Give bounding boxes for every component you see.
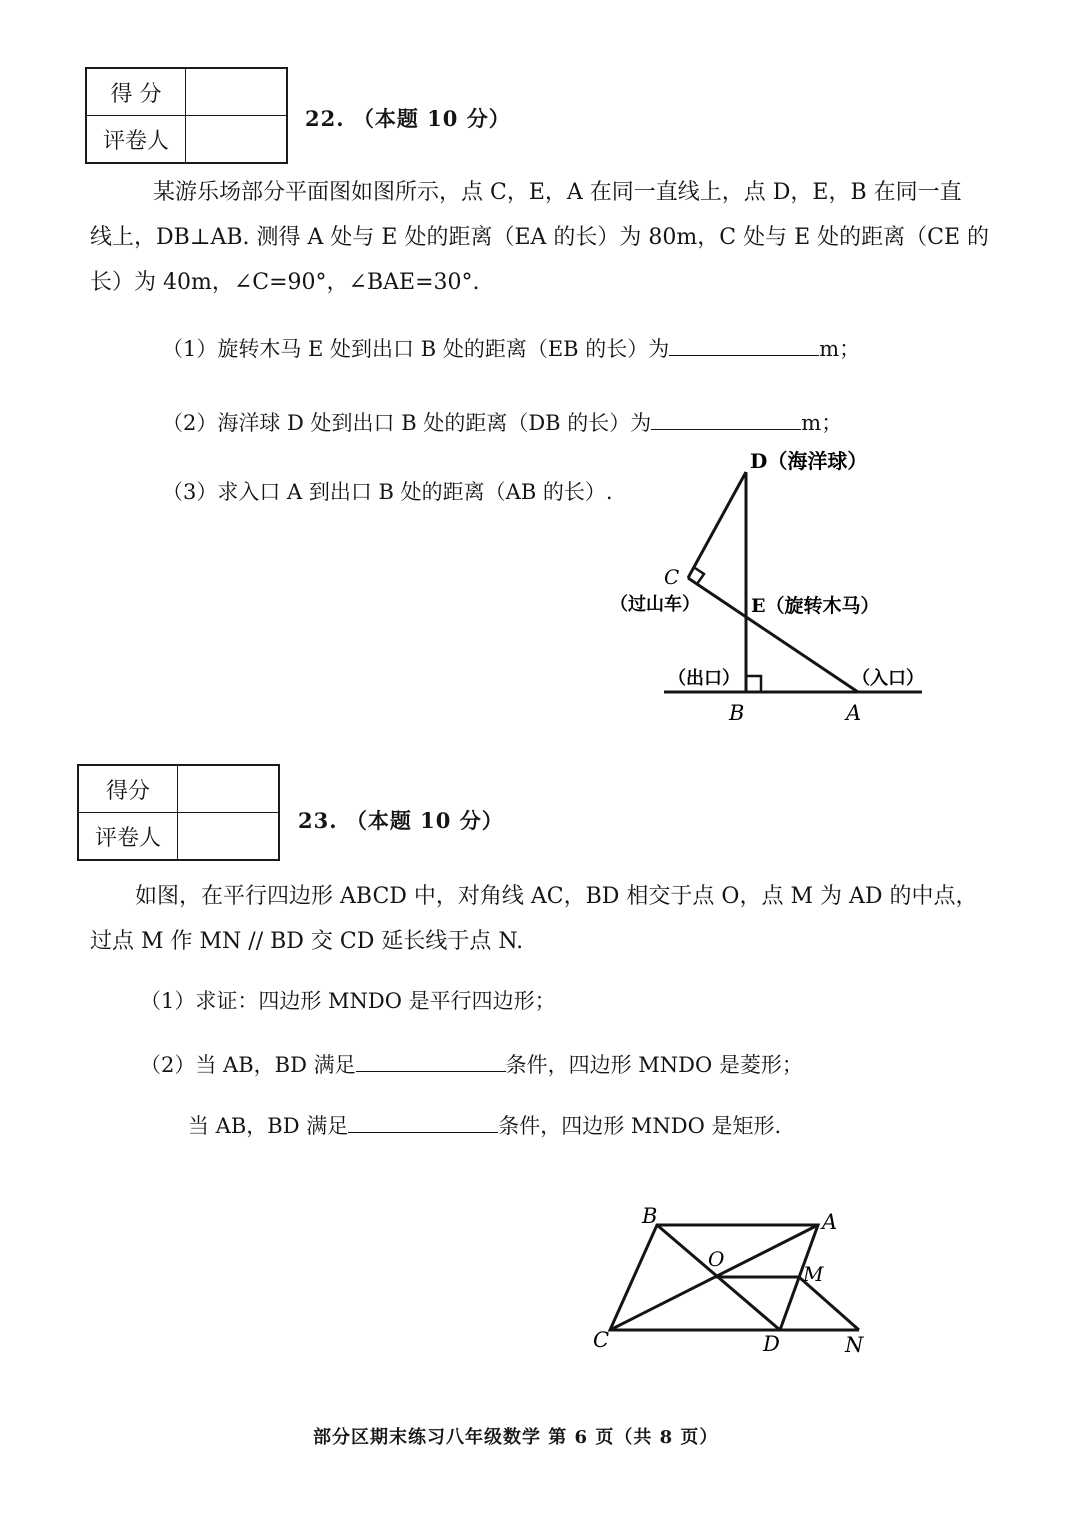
- label-o: O: [708, 1247, 725, 1271]
- grader-label: 评卷人: [78, 813, 178, 861]
- label-c: C: [664, 565, 680, 589]
- q23-rhombus-blank[interactable]: [356, 1051, 506, 1072]
- segment-dc: [688, 472, 746, 578]
- label-b: B: [729, 701, 745, 725]
- q23-part1: （1）求证：四边形 MNDO 是平行四边形；: [140, 989, 556, 1013]
- q22-stem-line1: 某游乐场部分平面图如图所示，点 C，E，A 在同一直线上，点 D，E，B 在同一直: [153, 180, 962, 205]
- score-label: 得 分: [86, 68, 186, 116]
- q22-figure: [600, 440, 940, 730]
- label-e: E（旋转木马）: [751, 595, 880, 617]
- q22-part1-text: （1）旋转木马 E 处到出口 B 处的距离（EB 的长）为: [162, 337, 670, 361]
- q22-part1-blank[interactable]: [669, 335, 819, 356]
- q23-part2a: [140, 1049, 803, 1079]
- q23-part2b-pre: 当 AB，BD 满足: [188, 1114, 349, 1138]
- q23-rectangle-blank[interactable]: [348, 1112, 498, 1133]
- right-angle-b: [746, 676, 761, 692]
- score-field[interactable]: [178, 765, 280, 813]
- q22-part2-text: （2）海洋球 D 处到出口 B 处的距离（DB 的长）为: [162, 411, 652, 435]
- q23-part2a-pre: （2）当 AB，BD 满足: [140, 1053, 356, 1077]
- q22-heading: 22. （本题 10 分）: [305, 106, 511, 131]
- label-d: D: [763, 1332, 780, 1356]
- q22-part2-blank[interactable]: [651, 409, 801, 430]
- q22-part2-unit: m；: [801, 411, 843, 435]
- label-d: D（海洋球）: [750, 449, 868, 473]
- q23-score-box: [77, 764, 280, 861]
- label-a: A: [822, 1210, 838, 1234]
- q22-part3: （3）求入口 A 到出口 B 处的距离（AB 的长）.: [162, 480, 613, 504]
- q23-figure: [585, 1195, 885, 1365]
- label-n: N: [845, 1333, 864, 1357]
- q23-part2b: [188, 1110, 781, 1140]
- q23-stem-line1: 如图，在平行四边形 ABCD 中，对角线 AC，BD 相交于点 O，点 M 为 AD 的中点，: [135, 884, 978, 909]
- q23-stem-line2: 过点 M 作 MN // BD 交 CD 延长线于点 N.: [90, 929, 524, 954]
- grader-field[interactable]: [178, 813, 280, 861]
- q22-stem-line3: 长）为 40m，∠C=90°，∠BAE=30°.: [90, 270, 480, 295]
- label-c-note: （过山车）: [610, 594, 700, 615]
- label-a-note: （入口）: [852, 668, 924, 689]
- score-field[interactable]: [186, 68, 288, 116]
- q23-part2a-post: 条件，四边形 MNDO 是菱形；: [505, 1053, 803, 1077]
- label-c: C: [593, 1328, 610, 1352]
- q22-part1-unit: m；: [819, 337, 861, 361]
- q22-score-box: [85, 67, 288, 164]
- grader-label: 评卷人: [86, 116, 186, 164]
- q22-part1: [162, 333, 860, 363]
- page-footer: 部分区期末练习八年级数学 第 6 页（共 8 页）: [313, 1427, 719, 1448]
- q22-part2: [162, 407, 842, 437]
- grader-field[interactable]: [186, 116, 288, 164]
- label-b: B: [642, 1204, 658, 1228]
- label-b-note: （出口）: [668, 668, 740, 689]
- q23-part2b-post: 条件，四边形 MNDO 是矩形.: [498, 1114, 782, 1138]
- q23-heading: 23. （本题 10 分）: [298, 808, 504, 833]
- label-a: A: [846, 701, 862, 725]
- label-m: M: [803, 1262, 824, 1286]
- right-angle-c: [695, 568, 704, 584]
- score-label: 得分: [78, 765, 178, 813]
- q22-stem-line2: 线上，DB⊥AB. 测得 A 处与 E 处的距离（EA 的长）为 80m，C 处与 E 处的距离（CE 的: [90, 225, 990, 250]
